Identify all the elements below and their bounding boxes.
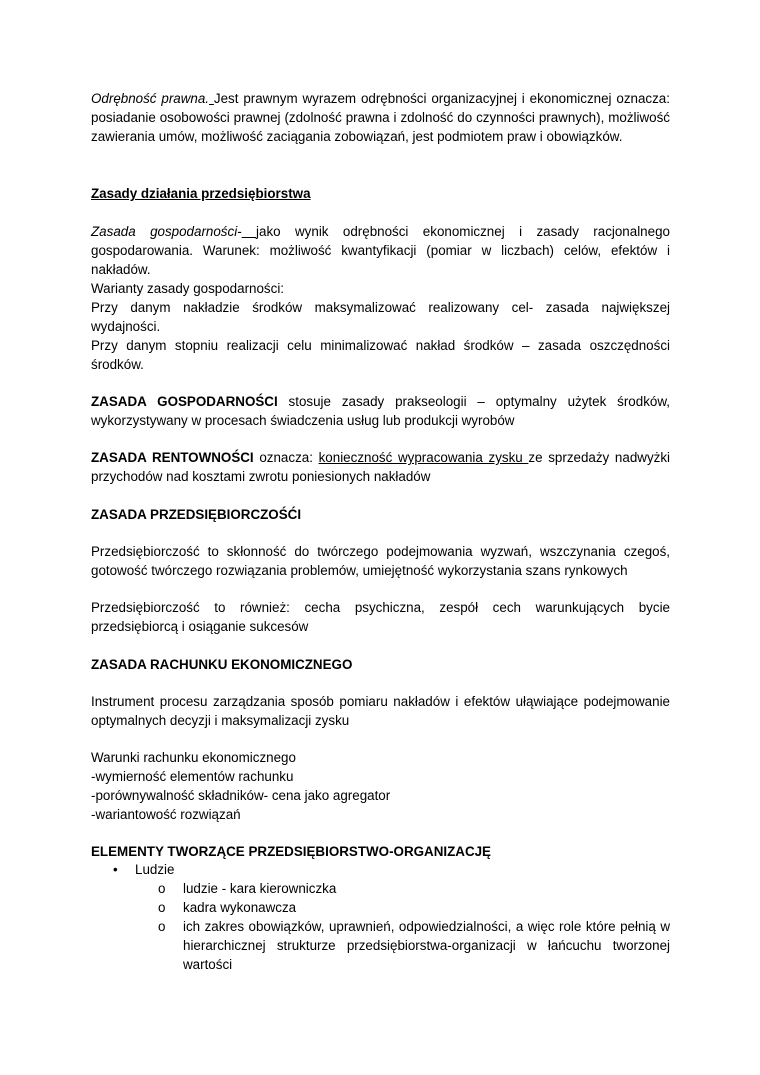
text-odrebnosc: Jest prawnym wyrazem odrębności organizacyjnej i ekonomicznej oznacza: posiadanie osobowości prawnej (zdolność prawna i zdolność do czynności prawnych), możliwość zawierania umów, możliwość zaciągania zobowiązań, jest podmiotem praw i obowiązków.: [91, 91, 670, 144]
text-gospodarnosc: stosuje zasady prakseologii – optymalny użytek środków, wykorzystywany w procesach świadczenia usług lub produkcji wyrobów: [91, 394, 670, 428]
paragraph-gospodarnosc: [91, 392, 670, 430]
heading-zasady: Zasady działania przedsiębiorstwa: [91, 186, 311, 201]
list-item-label: Ludzie: [135, 862, 175, 877]
paragraph-przedsiebiorczosc-1: Przedsiębiorczość to skłonność do twórczego podejmowania wyzwań, wszczynania czegoś, gotowość twórczego rozwiązania problemów, umiejętność wykorzystania szans rynkowych: [91, 544, 670, 578]
circle-bullet-icon: o: [158, 900, 166, 915]
variants-label: Warianty zasady gospodarności:: [91, 281, 285, 296]
conditions-list: [91, 748, 670, 824]
paragraph-przedsiebiorczosc-2: Przedsiębiorczość to również: cecha psychiczna, zespół cech warunkujących bycie przedsiębiorcą i osiąganie sukcesów: [91, 600, 670, 634]
text-rentownosc-post: ze sprzedaży nadwyżki przychodów nad kosztami zwrotu poniesionych nakładów: [91, 450, 671, 484]
text-gospodarnosc-def: jako wynik odrębności ekonomicznej i zasady racjonalnego gospodarowania. Warunek: możliwość kwantyfikacji (pomiar w liczbach) celów, efektów i nakładów.: [91, 224, 670, 277]
sub-item-text: ludzie - kara kierowniczka: [183, 881, 337, 896]
circle-bullet-icon: o: [158, 881, 166, 896]
section-gospodarnosc-def: [91, 222, 670, 374]
heading-przedsiebiorczosc: ZASADA PRZEDSIĘBIORCZOŚĆI: [91, 507, 302, 522]
variant-2: Przy danym stopniu realizacji celu minimalizować nakład środków – zasada oszczędności środków.: [91, 338, 670, 372]
sub-item-text: ich zakres obowiązków, uprawnień, odpowiedzialności, a więc role które pełnią w hierarchicznej strukturze przedsiębiorstwa-organizacji w łańcuchu tworzonej wartości: [183, 919, 670, 972]
condition-item: -wariantowość rozwiązań: [91, 807, 241, 822]
circle-bullet-icon: o: [158, 919, 166, 934]
text-rentownosc-underlined: konieczność wypracowania zysku: [318, 450, 529, 465]
underscore-gap: [242, 224, 256, 239]
term-gospodarnosc: Zasada gospodarności-: [91, 224, 242, 239]
term-odrebnosc: Odrębność prawna.: [91, 91, 210, 106]
condition-item: -wymierność elementów rachunku: [91, 769, 294, 784]
bullet-icon: •: [113, 862, 118, 877]
paragraph-gospodarnosc-def: [91, 222, 670, 279]
paragraph-rachunek: Instrument procesu zarządzania sposób pomiaru nakładów i efektów ułąwiające podejmowanie optymalnych decyzji i maksymalizacji zysku: [91, 694, 670, 728]
variant-1: Przy danym nakładzie środków maksymalizować realizowany cel- zasada największej wydajności.: [91, 300, 670, 334]
term-zasada-rentownosci: ZASADA RENTOWNOŚCI: [91, 450, 254, 465]
sub-item-text: kadra wykonawcza: [183, 900, 297, 915]
heading-elementy: ELEMENTY TWORZĄCE PRZEDSIĘBIORSTWO-ORGANIZACJĘ: [91, 844, 491, 859]
condition-item: -porównywalność składników- cena jako agregator: [91, 788, 391, 803]
paragraph-rentownosc: [91, 448, 670, 486]
term-zasada-gospodarnosci: ZASADA GOSPODARNOŚCI: [91, 394, 278, 409]
text-rentownosc-pre: oznacza:: [253, 450, 319, 465]
heading-rachunek: ZASADA RACHUNKU EKONOMICZNEGO: [91, 657, 353, 672]
conditions-label: Warunki rachunku ekonomicznego: [91, 750, 296, 765]
paragraph-odrebnosc: [91, 89, 670, 146]
